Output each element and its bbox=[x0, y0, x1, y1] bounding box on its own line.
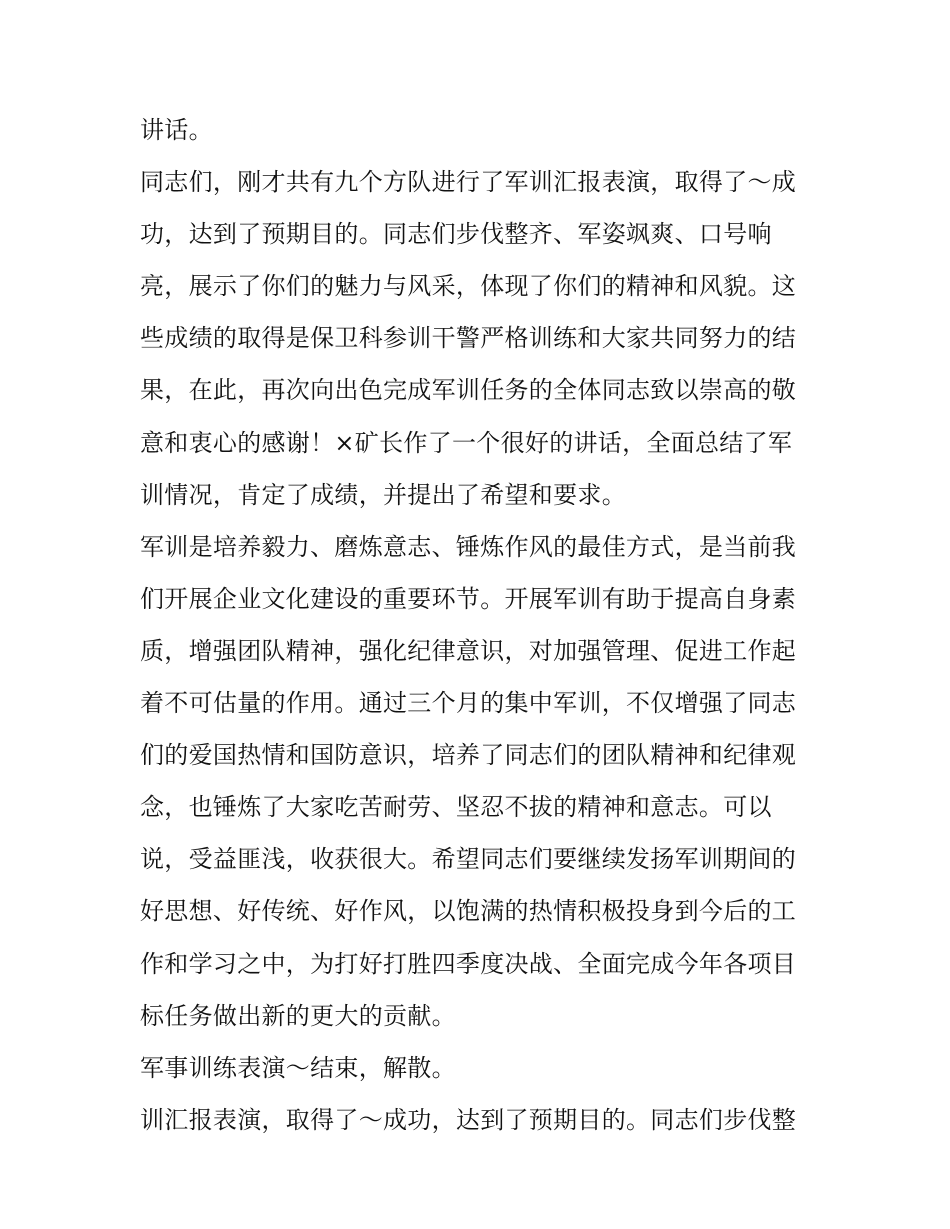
text-line: 训情况，肯定了成绩，并提出了希望和要求。 bbox=[140, 480, 626, 509]
text-line: 质，增强团队精神，强化纪律意识，对加强管理、促进工作起 bbox=[140, 636, 797, 665]
text-line: 功，达到了预期目的。同志们步伐整齐、军姿飒爽、口号响 bbox=[140, 220, 772, 249]
text-line: 标任务做出新的更大的贡献。 bbox=[140, 1001, 456, 1030]
text-line: 说，受益匪浅，收获很大。希望同志们要继续发扬军训期间的 bbox=[140, 845, 797, 874]
text-line: 军事训练表演～结束，解散。 bbox=[140, 1053, 456, 1082]
text-line: 们开展企业文化建设的重要环节。开展军训有助于提高自身素 bbox=[140, 584, 797, 613]
text-line: 作和学习之中，为打好打胜四季度决战、全面完成今年各项目 bbox=[140, 949, 797, 978]
text-line: 同志们，刚才共有九个方队进行了军训汇报表演，取得了～成 bbox=[140, 168, 797, 197]
text-line: 好思想、好传统、好作风，以饱满的热情积极投身到今后的工 bbox=[140, 897, 797, 926]
text-line: 果，在此，再次向出色完成军训任务的全体同志致以崇高的敬 bbox=[140, 376, 797, 405]
text-line: 念，也锤炼了大家吃苦耐劳、坚忍不拔的精神和意志。可以 bbox=[140, 793, 772, 822]
text-line: 军训是培养毅力、磨炼意志、锤炼作风的最佳方式，是当前我 bbox=[140, 532, 797, 561]
text-line: 亮，展示了你们的魅力与风采，体现了你们的精神和风貌。这 bbox=[140, 272, 797, 301]
text-line: 讲话。 bbox=[140, 116, 213, 144]
text-line: 着不可估量的作用。通过三个月的集中军训，不仅增强了同志 bbox=[140, 689, 797, 718]
text-line: 们的爱国热情和国防意识，培养了同志们的团队精神和纪律观 bbox=[140, 741, 797, 770]
text-line: 些成绩的取得是保卫科参训干警严格训练和大家共同努力的结 bbox=[140, 324, 797, 353]
document-body bbox=[140, 104, 830, 1146]
text-line: 意和衷心的感谢！×矿长作了一个很好的讲话，全面总结了军 bbox=[140, 428, 793, 457]
text-line: 训汇报表演，取得了～成功，达到了预期目的。同志们步伐整 bbox=[140, 1105, 797, 1134]
